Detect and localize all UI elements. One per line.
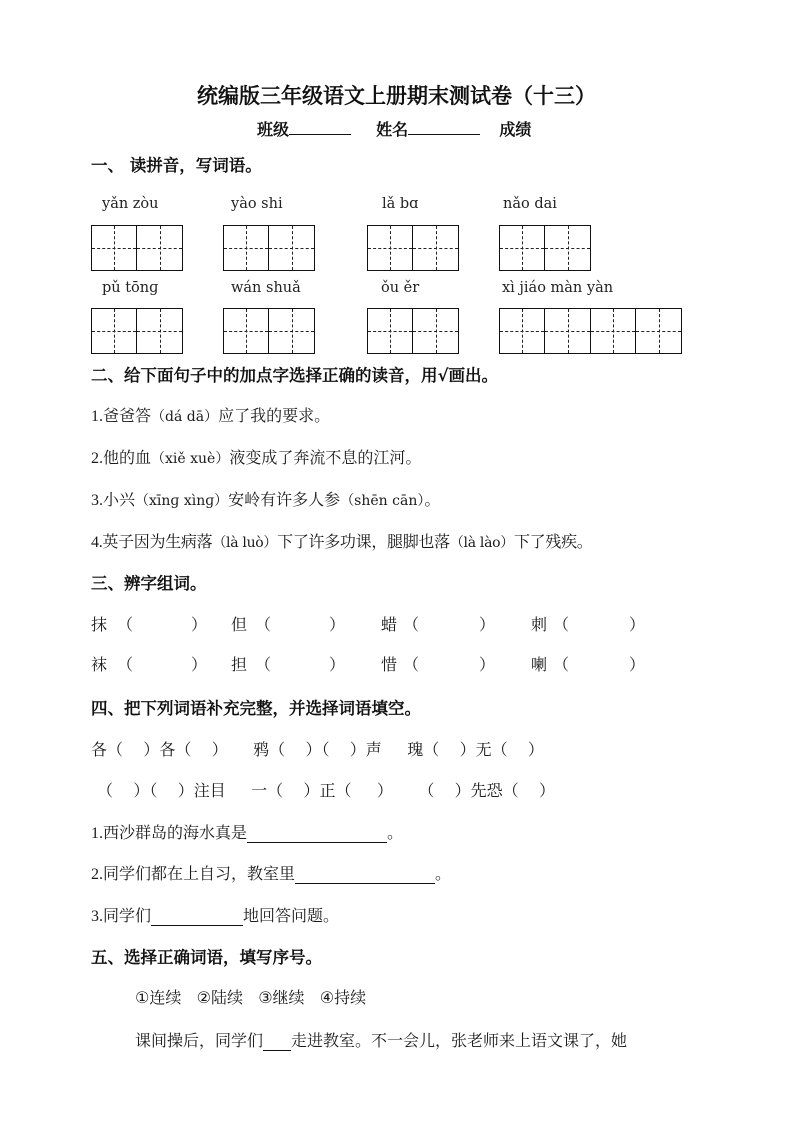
writing-grid[interactable]	[590, 308, 682, 354]
fill-sentence-3: 3.同学们 地回答问题。	[91, 906, 340, 925]
pinyin-label: nǎo dai	[503, 196, 557, 212]
question-2-2: 2.他的血（xiě xuè）液变成了奔流不息的江河。	[91, 448, 422, 467]
section-5-heading: 五、选择正确词语，填写序号。	[91, 948, 322, 967]
pinyin-choice[interactable]: （dá dā）	[151, 409, 219, 425]
word-options: ①连续 ②陆续 ③继续 ④持续	[135, 988, 367, 1007]
answer-blank[interactable]	[247, 825, 387, 843]
pinyin-choice[interactable]: （xiě xuè）	[151, 451, 230, 467]
answer-blank[interactable]	[295, 866, 435, 884]
writing-grid[interactable]	[91, 308, 183, 354]
idiom-row-1: 各（ ）各（ ） 鸦（ ）（ ）声 瑰（ ）无（ ）	[91, 740, 544, 759]
writing-grid[interactable]	[367, 225, 459, 271]
writing-grid[interactable]	[91, 225, 183, 271]
pinyin-label: ǒu ěr	[381, 280, 420, 296]
section-2-heading: 二、给下面句子中的加点字选择正确的读音，用√画出。	[91, 366, 499, 385]
fill-sentence-2: 2.同学们都在上自习，教室里 。	[91, 864, 452, 883]
pinyin-label: yào shi	[231, 196, 283, 212]
section-1-heading: 一、 读拼音，写词语。	[91, 156, 262, 175]
pinyin-choice[interactable]: （xīnɡ xìnɡ）	[135, 493, 229, 509]
score-label: 成绩	[499, 120, 532, 139]
page-title: 统编版三年级语文上册期末测试卷（十三）	[197, 84, 596, 108]
idiom-row-2: （ ）（ ）注目 一（ ）正（ ） （ ）先恐（ ）	[97, 781, 556, 800]
question-2-3: 3.小兴（xīnɡ xìnɡ）安岭有许多人参（shēn cān）。	[91, 490, 441, 509]
question-2-1: 1.爸爸答（dá dā）应了我的要求。	[91, 406, 331, 425]
passage: 课间操后，同学们 走进教室。不一会儿，张老师来上语文课了，她	[135, 1031, 628, 1050]
pinyin-choice[interactable]: （là lào）	[449, 535, 514, 551]
answer-blank[interactable]	[263, 1033, 291, 1051]
question-2-4: 4.英子因为生病落（là luò）下了许多功课，腿脚也落（là lào）下了残疾。	[91, 532, 593, 551]
writing-grid[interactable]	[499, 225, 591, 271]
name-label: 姓名	[376, 120, 409, 139]
section-3-heading: 三、辨字组词。	[91, 574, 207, 593]
writing-grid[interactable]	[499, 308, 591, 354]
pinyin-label: pǔ tōnɡ	[102, 280, 159, 296]
writing-grid[interactable]	[223, 225, 315, 271]
answer-blank[interactable]	[151, 908, 243, 926]
writing-grid[interactable]	[367, 308, 459, 354]
fill-sentence-1: 1.西沙群岛的海水真是 。	[91, 823, 404, 842]
class-field[interactable]	[289, 118, 351, 135]
pinyin-label: xì jiáo màn yàn	[502, 280, 614, 296]
pinyin-label: wán shuǎ	[231, 280, 301, 296]
pinyin-label: yǎn zòu	[102, 196, 159, 212]
pinyin-choice[interactable]: （là luò）	[212, 535, 278, 551]
pinyin-choice[interactable]: （shēn cān）	[340, 493, 425, 509]
student-info-line	[257, 117, 531, 140]
pinyin-label: lǎ bɑ	[382, 196, 419, 212]
name-field[interactable]	[408, 118, 480, 135]
class-label: 班级	[257, 120, 290, 139]
section-4-heading: 四、把下列词语补充完整，并选择词语填空。	[91, 699, 421, 718]
writing-grid[interactable]	[223, 308, 315, 354]
